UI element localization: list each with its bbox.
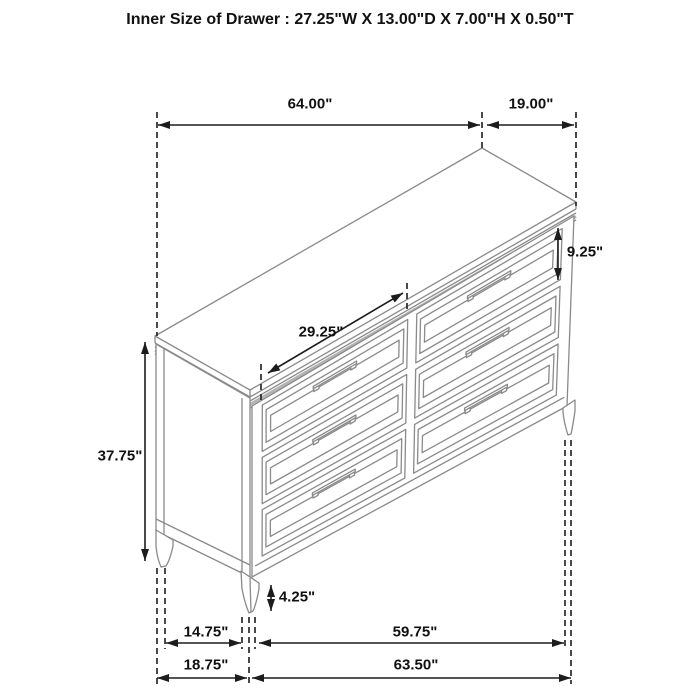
page-title: Inner Size of Drawer : 27.25"W X 13.00"D X 7.00"H X 0.50"T [126, 11, 574, 28]
dim-body-height-label: 37.75" [97, 447, 143, 465]
dim-front-leg-span-label: 59.75" [392, 623, 438, 641]
dim-side-leg-span-label: 14.75" [183, 623, 229, 641]
dim-leg-height-label: 4.25" [278, 588, 316, 606]
dim-top-width-label: 64.00" [287, 95, 333, 113]
dim-top-depth-label: 19.00" [508, 95, 554, 113]
dim-drawer-width-label: 29.25" [298, 323, 344, 341]
dim-drawer-height-label: 9.25" [566, 243, 604, 261]
dim-side-depth-label: 18.75" [183, 656, 229, 674]
dim-base-width-label: 63.50" [393, 656, 439, 674]
